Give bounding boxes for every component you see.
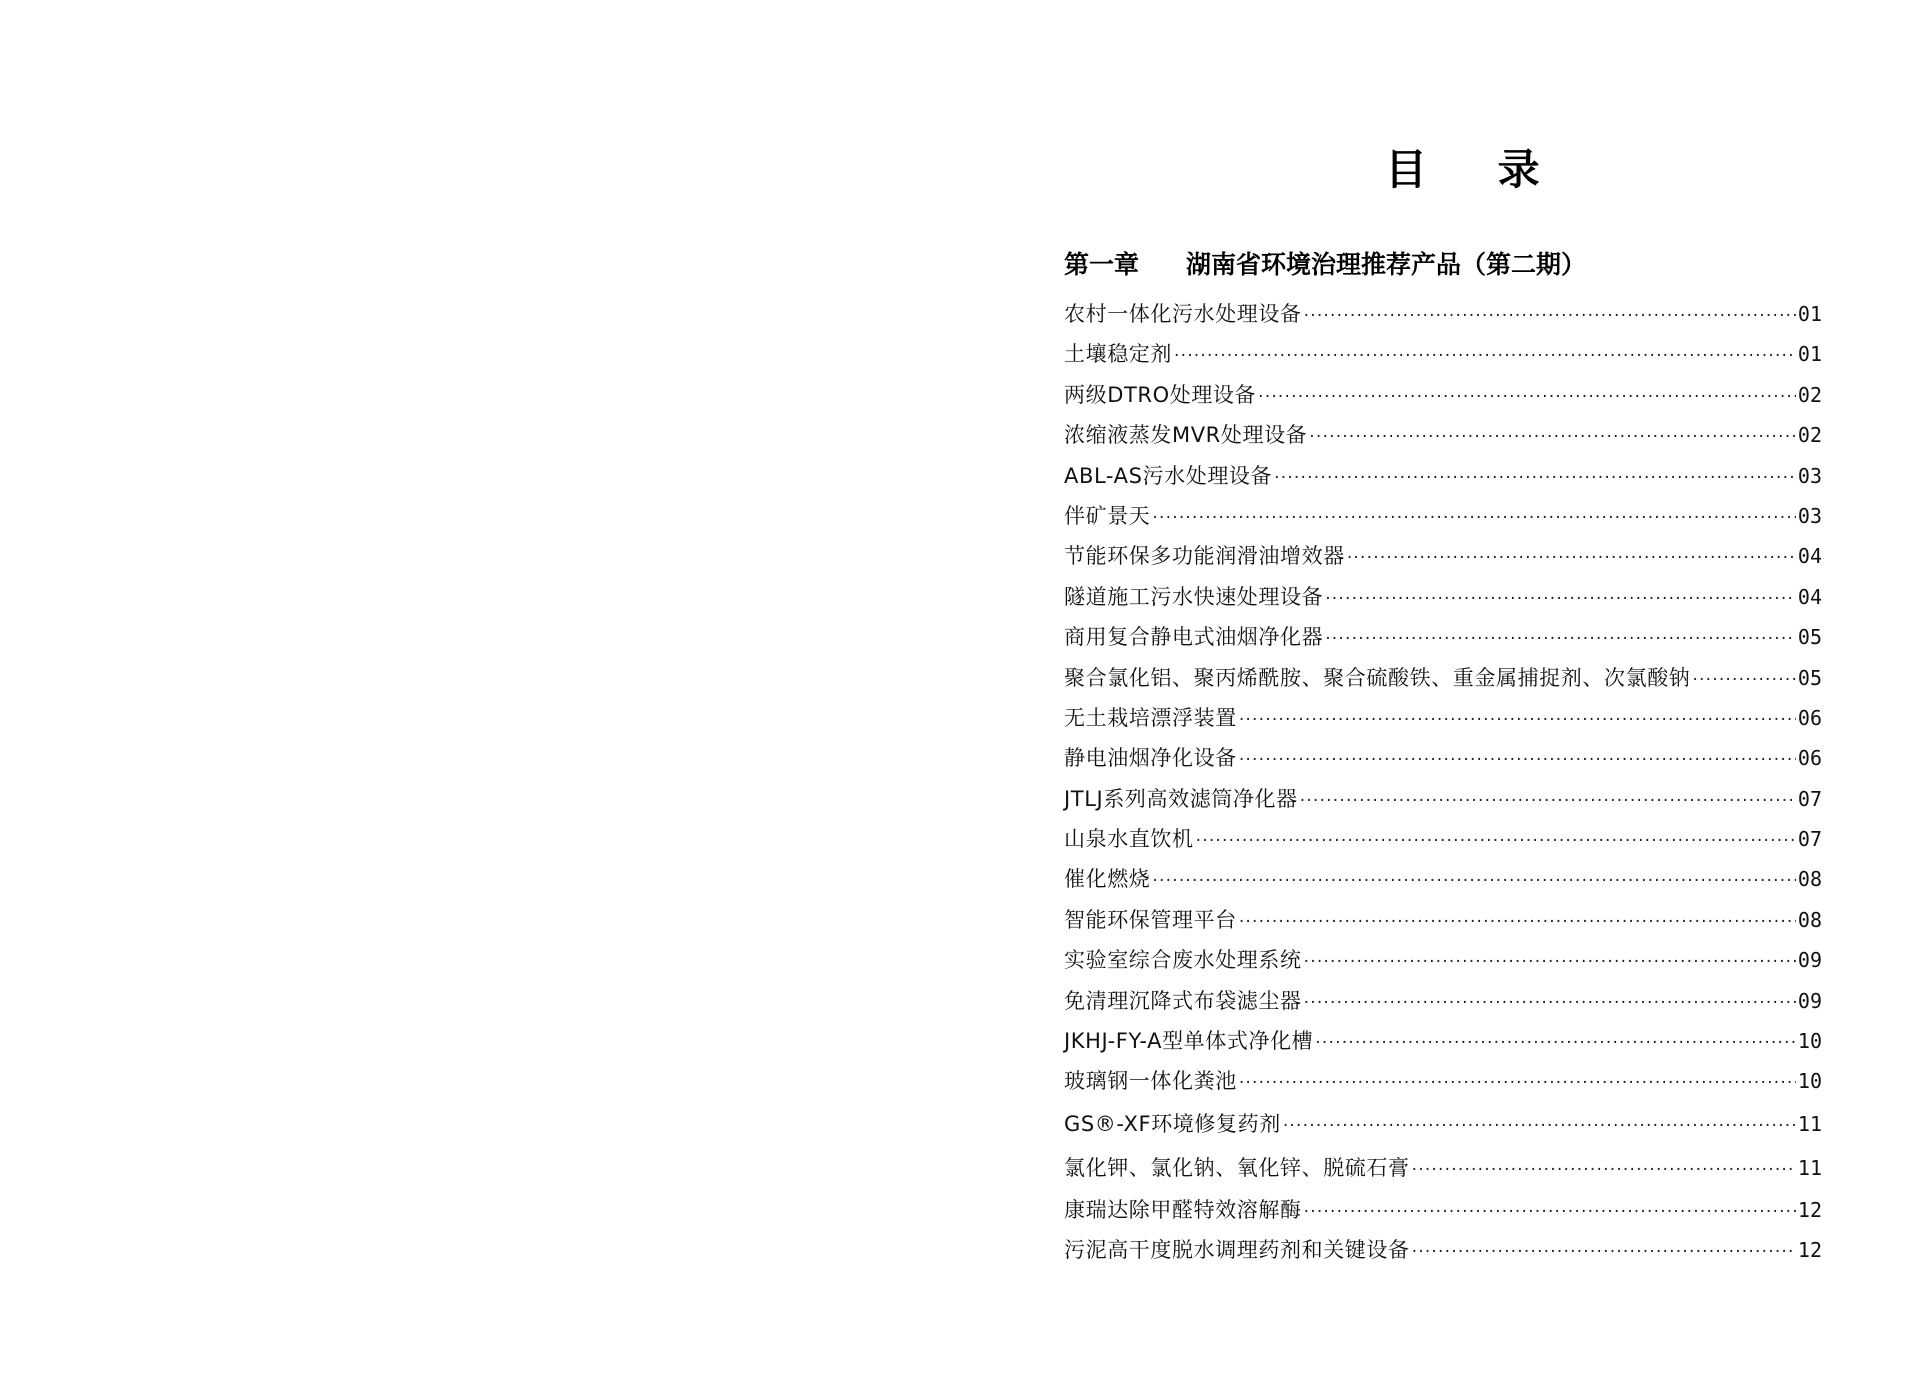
entry-page-number: 10	[1797, 1069, 1822, 1094]
entry-page-number: 02	[1797, 382, 1822, 407]
entry-page-number: 02	[1797, 423, 1822, 448]
entry-label: 污泥高干度脱水调理药剂和关键设备	[1064, 1238, 1410, 1263]
toc-entry[interactable]	[1064, 1102, 1822, 1146]
entry-label: 隧道施工污水快速处理设备	[1064, 584, 1324, 609]
entry-label: 催化燃烧	[1064, 867, 1151, 892]
entry-label: 浓缩液蒸发MVR处理设备	[1064, 423, 1308, 448]
toc-entry[interactable]	[1064, 779, 1822, 819]
entry-page-number: 03	[1797, 463, 1822, 488]
dot-leader	[1152, 498, 1796, 538]
dot-leader	[1347, 538, 1796, 578]
toc-entry[interactable]	[1064, 577, 1822, 617]
dot-leader	[1325, 619, 1796, 659]
entry-label: 伴矿景天	[1064, 503, 1151, 528]
toc-entry-list	[1064, 294, 1822, 1271]
entry-label: 免清理沉降式布袋滤尘器	[1064, 988, 1302, 1013]
dot-leader	[1315, 1023, 1796, 1063]
dot-leader	[1692, 660, 1796, 700]
entry-label: 智能环保管理平台	[1064, 907, 1237, 932]
entry-page-number: 06	[1797, 746, 1822, 771]
entry-label: 玻璃钢一体化粪池	[1064, 1069, 1237, 1094]
entry-label: ABL-AS污水处理设备	[1064, 463, 1273, 488]
dot-leader	[1239, 700, 1796, 740]
chapter-label: 第一章	[1064, 250, 1140, 279]
chapter-heading[interactable]	[1064, 245, 1824, 285]
entry-page-number: 06	[1797, 705, 1822, 730]
entry-label: GS®-XF环境修复药剂	[1064, 1111, 1281, 1136]
toc-entry[interactable]	[1064, 456, 1822, 496]
dot-leader	[1309, 417, 1796, 457]
entry-page-number: 11	[1797, 1155, 1822, 1180]
dot-leader	[1304, 942, 1796, 982]
toc-entry[interactable]	[1064, 940, 1822, 980]
dot-leader	[1304, 983, 1796, 1023]
toc-entry[interactable]	[1064, 658, 1822, 698]
dot-leader	[1174, 336, 1796, 376]
dot-leader	[1239, 902, 1796, 942]
dot-leader	[1412, 1232, 1796, 1272]
dot-leader	[1304, 296, 1796, 336]
entry-page-number: 05	[1797, 625, 1822, 650]
dot-leader	[1304, 1192, 1796, 1232]
dot-leader	[1239, 740, 1796, 780]
toc-entry[interactable]	[1064, 1021, 1822, 1061]
entry-page-number: 04	[1797, 584, 1822, 609]
entry-label: 氯化钾、氯化钠、氧化锌、脱硫石膏	[1064, 1155, 1410, 1180]
entry-label: 农村一体化污水处理设备	[1064, 302, 1302, 326]
toc-entry[interactable]	[1064, 738, 1822, 778]
toc-entry[interactable]	[1064, 981, 1822, 1021]
entry-page-number: 11	[1797, 1111, 1822, 1136]
toc-entry[interactable]	[1064, 900, 1822, 940]
entry-page-number: 09	[1797, 948, 1822, 973]
entry-page-number: 10	[1797, 1029, 1822, 1054]
toc-entry[interactable]	[1064, 1190, 1822, 1230]
entry-label: 商用复合静电式油烟净化器	[1064, 625, 1324, 650]
entry-page-number: 07	[1797, 827, 1822, 852]
toc-entry[interactable]	[1064, 334, 1822, 374]
toc-entry[interactable]	[1064, 536, 1822, 576]
toc-entry[interactable]	[1064, 617, 1822, 657]
entry-page-number: 01	[1797, 302, 1822, 326]
entry-label: JTLJ系列高效滤筒净化器	[1064, 786, 1298, 811]
entry-page-number: 07	[1797, 786, 1822, 811]
toc-entry[interactable]	[1064, 1146, 1822, 1190]
entry-page-number: 05	[1797, 665, 1822, 690]
toc-entry[interactable]	[1064, 859, 1822, 899]
toc-entry[interactable]	[1064, 375, 1822, 415]
entry-label: 节能环保多功能润滑油增效器	[1064, 544, 1345, 569]
entry-label: 山泉水直饮机	[1064, 827, 1194, 852]
dot-leader	[1274, 458, 1796, 498]
entry-label: JKHJ-FY-A型单体式净化槽	[1064, 1029, 1314, 1054]
toc-entry[interactable]	[1064, 819, 1822, 859]
entry-label: 无土栽培漂浮装置	[1064, 705, 1237, 730]
entry-page-number: 03	[1797, 503, 1822, 528]
toc-entry[interactable]	[1064, 698, 1822, 738]
entry-label: 康瑞达除甲醛特效溶解酶	[1064, 1197, 1302, 1222]
entry-label: 聚合氯化铝、聚丙烯酰胺、聚合硫酸铁、重金属捕捉剂、次氯酸钠	[1064, 665, 1691, 690]
toc-entry[interactable]	[1064, 1061, 1822, 1101]
dot-leader	[1300, 781, 1796, 821]
entry-page-number: 09	[1797, 988, 1822, 1013]
dot-leader	[1196, 821, 1796, 861]
entry-label: 静电油烟净化设备	[1064, 746, 1237, 771]
entry-label: 两级DTRO处理设备	[1064, 382, 1257, 407]
dot-leader	[1412, 1148, 1796, 1192]
chapter-name: 湖南省环境治理推荐产品（第二期）	[1186, 250, 1587, 279]
entry-label: 实验室综合废水处理系统	[1064, 948, 1302, 973]
dot-leader	[1283, 1104, 1796, 1148]
toc-entry[interactable]	[1064, 415, 1822, 455]
entry-page-number: 08	[1797, 907, 1822, 932]
entry-page-number: 01	[1797, 342, 1822, 367]
entry-page-number: 12	[1797, 1197, 1822, 1222]
entry-page-number: 08	[1797, 867, 1822, 892]
dot-leader	[1325, 579, 1796, 619]
toc-entry[interactable]	[1064, 496, 1822, 536]
entry-label: 土壤稳定剂	[1064, 342, 1172, 367]
toc-entry[interactable]	[1064, 294, 1822, 334]
toc-title: 目 录	[1385, 145, 1568, 194]
toc-entry[interactable]	[1064, 1230, 1822, 1270]
blank-left-page	[0, 0, 959, 1382]
dot-leader	[1239, 1063, 1796, 1103]
entry-page-number: 12	[1797, 1238, 1822, 1263]
entry-page-number: 04	[1797, 544, 1822, 569]
dot-leader	[1258, 377, 1796, 417]
dot-leader	[1152, 861, 1796, 901]
